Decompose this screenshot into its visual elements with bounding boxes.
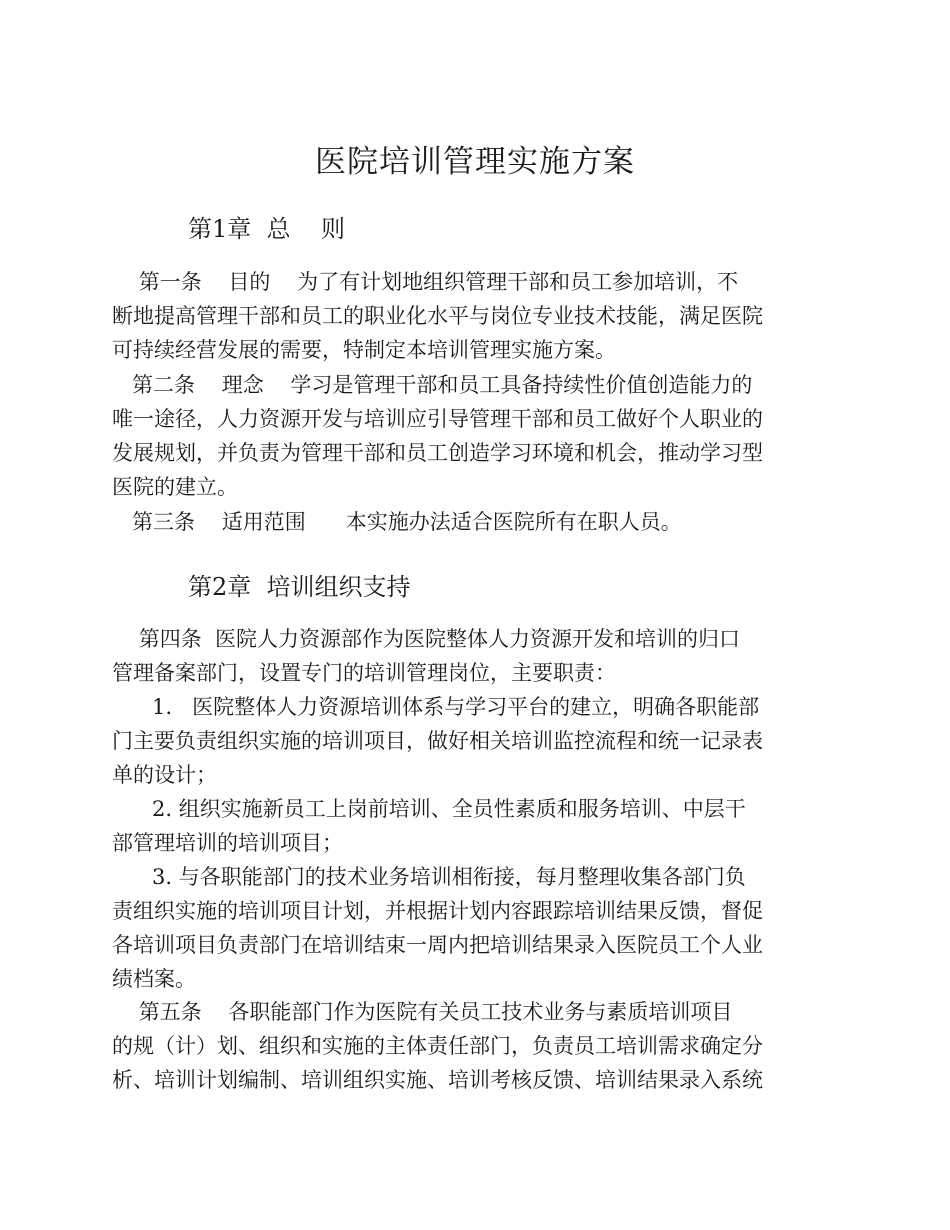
text-line: 第五条 各职能部门作为医院有关员工技术业务与素质培训项目 bbox=[112, 1000, 733, 1024]
text-line: 各培训项目负责部门在培训结束一周内把培训结果录入医院员工个人业 bbox=[112, 933, 763, 957]
text-line: 绩档案。 bbox=[112, 967, 196, 991]
text-line: 3. 与各职能部门的技术业务培训相衔接，每月整理收集各部门负 bbox=[112, 865, 746, 889]
text-line: 第三条 适用范围 本实施办法适合医院所有在职人员。 bbox=[112, 510, 682, 534]
article-4-paragraph bbox=[112, 622, 842, 690]
text-line: 第二条 理念 学习是管理干部和员工具备持续性价值创造能力的 bbox=[112, 373, 753, 397]
text-line: 唯一途径，人力资源开发与培训应引导管理干部和员工做好个人职业的 bbox=[112, 407, 763, 431]
text-line: 1. 医院整体人力资源培训体系与学习平台的建立，明确各职能部 bbox=[112, 695, 760, 719]
text-line: 单的设计； bbox=[112, 763, 217, 787]
article-1-paragraph bbox=[112, 265, 842, 367]
text-line: 第一条 目的 为了有计划地组织管理干部和员工参加培训，不 bbox=[112, 270, 739, 294]
article-2-paragraph bbox=[112, 368, 842, 504]
text-line: 的规（计）划、组织和实施的主体责任部门，负责员工培训需求确定分 bbox=[112, 1034, 763, 1058]
text-line: 门主要负责组织实施的培训项目，做好相关培训监控流程和统一记录表 bbox=[112, 729, 763, 753]
text-line: 医院的建立。 bbox=[112, 475, 238, 499]
text-line: 部管理培训的培训项目； bbox=[112, 831, 343, 855]
text-line: 管理备案部门，设置专门的培训管理岗位，主要职责： bbox=[112, 661, 616, 685]
text-line: 第四条 医院人力资源部作为医院整体人力资源开发和培训的归口 bbox=[112, 627, 741, 651]
text-line: 责组织实施的培训项目计划，并根据计划内容跟踪培训结果反馈，督促 bbox=[112, 899, 763, 923]
text-line: 断地提高管理干部和员工的职业化水平与岗位专业技术技能，满足医院 bbox=[112, 304, 763, 328]
text-line: 析、培训计划编制、培训组织实施、培训考核反馈、培训结果录入系统 bbox=[112, 1068, 763, 1092]
chapter-1-heading: 第1章 总 则 bbox=[188, 215, 346, 243]
article-5-paragraph bbox=[112, 995, 842, 1097]
chapter-2-heading: 第2章 培训组织支持 bbox=[188, 573, 411, 601]
duty-item-3 bbox=[112, 860, 842, 996]
duty-item-1 bbox=[112, 690, 842, 792]
text-line: 2. 组织实施新员工上岗前培训、全员性素质和服务培训、中层干 bbox=[112, 797, 746, 821]
article-3-paragraph bbox=[112, 505, 842, 539]
text-line: 发展规划，并负责为管理干部和员工创造学习环境和机会，推动学习型 bbox=[112, 441, 763, 465]
duty-item-2 bbox=[112, 792, 842, 860]
text-line: 可持续经营发展的需要，特制定本培训管理实施方案。 bbox=[112, 338, 616, 362]
document-title: 医院培训管理实施方案 bbox=[315, 144, 635, 180]
